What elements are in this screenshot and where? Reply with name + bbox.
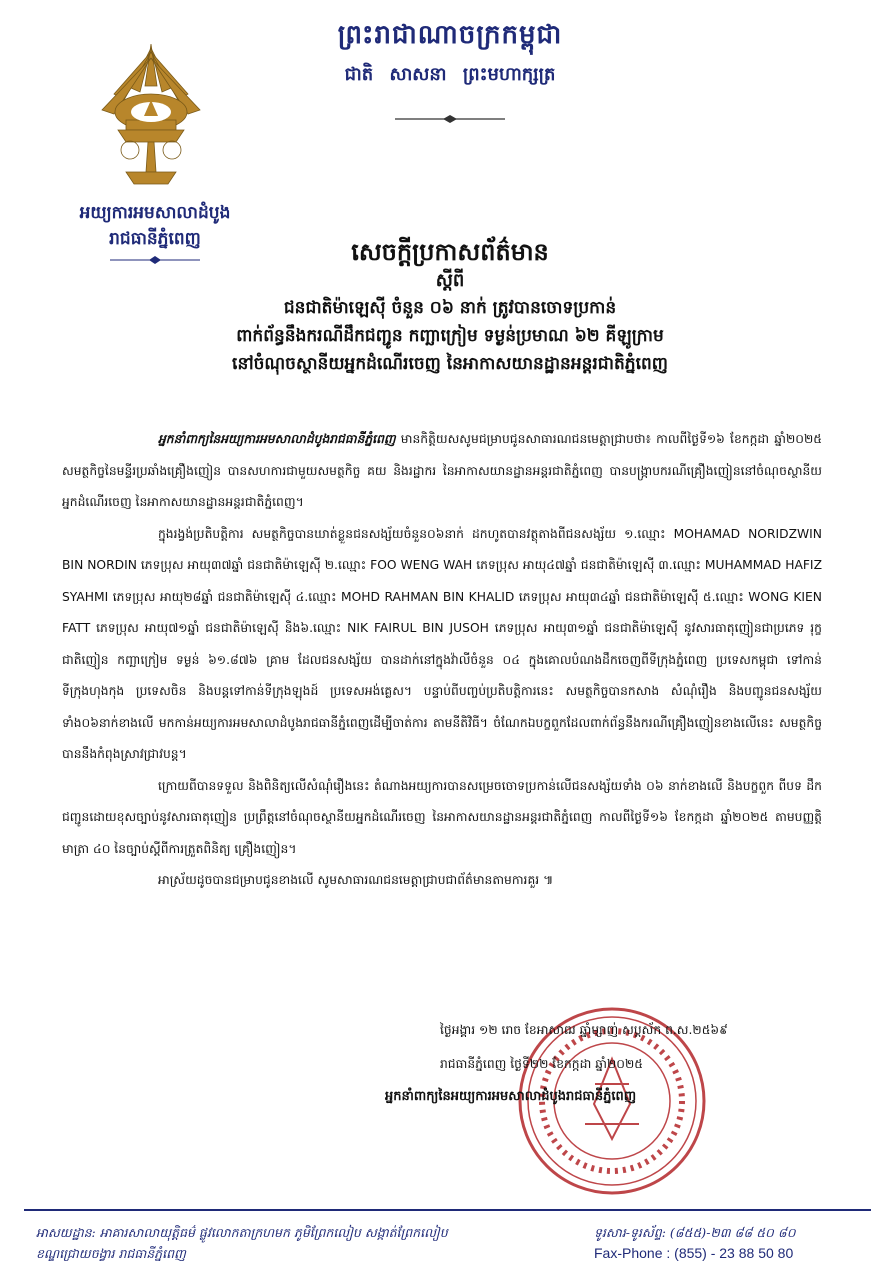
title-about: ស្តីពី [435,270,465,291]
signer-title: អ្នកនាំពាក្យនៃអយ្យការអមសាលាដំបូងរាជធានីភ្នំពេញ [385,1089,637,1104]
paragraph-4: អាស្រ័យដូចបានជម្រាបជូនខាងលើ សូមសាធារណជនមេត្តាជ្រាបជាព័ត៌មានតាមការគួរ ៕ [158,873,554,887]
title-block [150,236,750,378]
spokesperson-lead: អ្នកនាំពាក្យនៃអយ្យការអមសាលាដំបូងរាជធានីភ្នំពេញ [158,432,396,446]
paragraph-2: ក្នុងរង្វង់ប្រតិបត្តិការ សមត្ថកិច្ចបានឃាត់ខ្លួនជនសង្ស័យចំនួន០៦នាក់ ដកហូតបានវត្ថុតាងពីជនសង្ស័យ ១.ឈ្មោះ MOHAMAD NORIDZWIN BIN NORDIN ភេទប្រុស អាយុ៣៧ឆ្នាំ ជនជាតិម៉ាឡេស៊ី ២.ឈ្មោះ FOO WENG WAH ភេទប្រុស អាយុ៤៧ឆ្នាំ ជនជាតិម៉ាឡេស៊ី ៣.ឈ្មោះ MUHAMMAD HAFIZ SYAHMI ភេទប្រុស អាយុ២៨ឆ្នាំ ជនជាតិម៉ាឡេស៊ី ៤.ឈ្មោះ MOHD RAHMAN BIN KHALID ភេទប្រុស អាយុ៣៤ឆ្នាំ ជនជាតិម៉ាឡេស៊ី ៥.ឈ្មោះ WONG KIEN FATT ភេទប្រុស អាយុ៧១ឆ្នាំ ជនជាតិម៉ាឡេស៊ី និង៦.ឈ្មោះ NIK FAIRUL BIN JUSOH ភេទប្រុស អាយុ៣១ឆ្នាំ ជនជាតិម៉ាឡេស៊ី នូវសារធាតុញៀនជាប្រភេទ រុក្ខជាតិញៀន កញ្ឆាក្រៀម ទម្ងន់ ៦១.៨៧៦ គ្រាម ដែលជនសង្ស័យ បានដាក់នៅក្នុងវ៉ាលីចំនួន ០៤ ក្នុងគោលបំណងដឹកចេញពីទីក្រុងភ្នំពេញ ប្រទេសកម្ពុជា ទៅកាន់ទីក្រុងហុងកុង ប្រទេសចិន និងបន្តទៅកាន់ទីក្រុងឡុងដ៍ ប្រទេសអង់គ្លេស។ បន្ទាប់ពីបញ្ចប់ប្រតិបត្តិការនេះ សមត្ថកិច្ចបានកសាង សំណុំរឿង និងបញ្ជូនជនសង្ស័យទាំង០៦នាក់ខាងលើ មកកាន់អយ្យការអមសាលាដំបូងរាជធានីភ្នំពេញដើម្បីចាត់ការ តាមនីតិវិធី។ ចំណែកឯបក្ខពួកដែលពាក់ព័ន្ធនឹងករណីគ្រឿងញៀនខាងលើនេះ សមត្ថកិច្ចបាននឹងកំពុងស្រាវជ្រាវបន្ត។ [62,526,822,761]
footer-contact [594,1222,874,1264]
footer-address [36,1222,556,1264]
footer-divider [24,1209,871,1211]
footer-phone: ទូរសារ-ទូរស័ព្ទ: (៨៥៥)-២៣ ៨៨ ៥០ ៨០ [594,1225,796,1240]
court-name-line1: អយ្យការអមសាលាដំបូង [79,203,231,223]
footer-fax: Fax-Phone : (855) - 23 88 50 80 [594,1245,794,1261]
page-title: សេចក្តីប្រកាសព័ត៌មាន [351,237,549,266]
paragraph-1-text: មានកិត្តិយសសូមជម្រាបជូនសាធារណជនមេត្តាជ្រាបថា៖ កាលពីថ្ងៃទី១៦ ខែកក្កដា ឆ្នាំ២០២៥ សមត្ថកិច្ចនៃមន្ទីរប្រឆាំងគ្រឿងញៀន បានសហការជាមួយសមត្ថកិច្ច គយ និងរដ្ឋាករ នៃអាកាសយានដ្ឋានអន្តរជាតិភ្នំពេញ បានបង្ក្រាបករណីគ្រឿងញៀននៅចំណុចស្ថានីយអ្នកដំណើរចេញ នៃអាកាសយានដ្ឋានអន្តរជាតិភ្នំពេញ។ [62,432,822,509]
solar-date: រាជធានីភ្នំពេញ ថ្ងៃទី២២ ខែកក្កដា ឆ្នាំ២០២៥ [440,1057,643,1071]
paragraph-1 [62,424,822,519]
footer-address-line1: អាសយដ្ឋាន: អាគារសាលាយុត្តិធម៌ ផ្លូវលោកតាក្រហមក ភូមិព្រែកលៀប សង្កាត់ព្រែកលៀប [36,1225,448,1240]
subject-line-3: នៅចំណុចស្ថានីយអ្នកដំណើរចេញ នៃអាកាសយានដ្ឋានអន្តរជាតិភ្នំពេញ [232,354,668,374]
national-motto: ជាតិ សាសនា ព្រះមហាក្សត្រ [344,64,556,85]
lunar-date: ថ្ងៃអង្គារ ១២ រោច ខែអាសាឍ ឆ្នាំម្សាញ់ សប្តស័ក ព.ស.២៥៦៩ [440,1023,728,1037]
subject-line-1: ជនជាតិម៉ាឡេស៊ី ចំនួន ០៦ នាក់ ត្រូវបានចោទប្រកាន់ [283,298,617,318]
kingdom-header [300,18,600,89]
footer-address-line2: ខណ្ឌជ្រោយចង្វារ រាជធានីភ្នំពេញ [36,1246,186,1261]
divider-ornament-icon [395,114,505,124]
subject-line-2: ពាក់ព័ន្ធនឹងករណីដឹកជញ្ជូន កញ្ឆាក្រៀម ទម្ងន់ប្រមាណ ៦២ គីឡូក្រាម [236,326,664,346]
paragraph-3: ក្រោយពីបានទទួល និងពិនិត្យលើសំណុំរឿងនេះ តំណាងអយ្យការបានសម្រេចចោទប្រកាន់លើជនសង្ស័យទាំង ០៦ នាក់ខាងលើ និងបក្ខពួក ពីបទ ដឹកជញ្ជូនដោយខុសច្បាប់នូវសារធាតុញៀន ប្រព្រឹត្តនៅចំណុចស្ថានីយអ្នកដំណើរចេញ នៃអាកាសយានដ្ឋានអន្តរជាតិភ្នំពេញ កាលពីថ្ងៃទី១៦ ខែកក្កដា ឆ្នាំ២០២៥ តាមបញ្ញត្តិមាត្រា ៤០ នៃច្បាប់ស្តីពីការត្រួតពិនិត្យ គ្រឿងញៀន។ [62,778,822,856]
kingdom-title: ព្រះរាជាណាចក្រកម្ពុជា [337,20,563,50]
royal-coat-of-arms-icon [96,38,206,188]
court-name-line2: រាជធានីភ្នំពេញ [109,229,201,249]
press-release-body [62,424,822,897]
